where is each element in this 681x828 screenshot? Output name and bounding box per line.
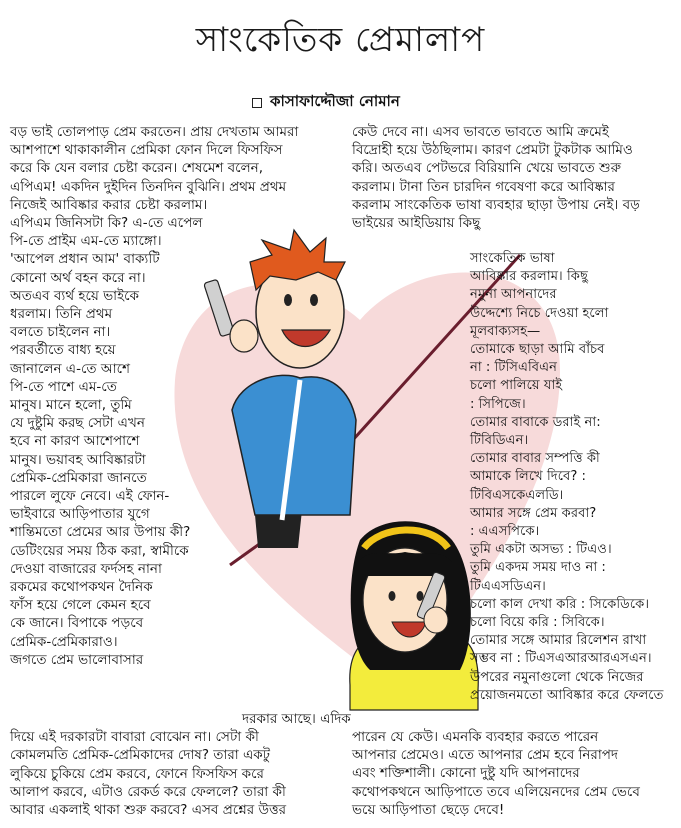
text-line: ভাইয়ের আইডিয়ায় কিছু: [352, 215, 481, 232]
text-line: ভয়ে আড়িপাতা ছেড়ে দেবে!: [352, 801, 505, 818]
text-line: প্রেমিক-প্রেমিকারাও।: [10, 633, 118, 650]
left-column-text: [10, 123, 298, 669]
text-line: অতএব ব্যর্থ হয়ে ভাইকে: [10, 287, 139, 304]
text-line: আপনার প্রেমেও। এতে আপনার প্রেম হবে নিরাপদ: [352, 747, 619, 764]
text-line: নমুনা আপনাদের: [470, 287, 557, 303]
page-title: সাংকেতিক প্রেমালাপ: [195, 20, 486, 60]
text-line: কথোপকথনে আড়িপাতে তবে এলিয়েনদের প্রেম ভেবে: [352, 783, 640, 800]
text-line: বলতে চাইলেন না।: [10, 324, 111, 341]
text-line: আমার সঙ্গে প্রেম করবা?: [470, 505, 597, 521]
text-line: তোমার বাবার সম্পত্তি কী: [470, 451, 600, 467]
text-line: মানুষ। মানে হলো, তুমি: [10, 397, 132, 414]
text-line: করলাম সাংকেতিক ভাষা ব্যবহার ছাড়া উপায় নেই। বড়: [352, 196, 640, 213]
text-line: না : টিসিএবিএন: [470, 360, 558, 376]
bottom-left-text: [10, 710, 351, 819]
text-line: বিদ্রোহী হয়ে উঠছিলাম। কারণ প্রেমটা টুকটাক আমিও: [352, 142, 633, 159]
text-line: টিবিডিএন।: [470, 433, 529, 449]
text-line: নিজেই আবিষ্কার করার চেষ্টা করলাম।: [10, 196, 208, 213]
text-line: আশপাশে থাকাকালীন প্রেমিকা ফোন দিলে ফিসফিস: [10, 142, 283, 159]
text-line: চলো পালিয়ে যাই: [470, 378, 563, 394]
text-line: করি। অতএব পেটভরে বিরিয়ানি খেয়ে ভাবতে শুরু: [352, 160, 622, 177]
text-line: আলাপ করবে, এটাও রেকর্ড করে ফেললে? তারা কী: [10, 783, 286, 800]
text-line: 'আপেল প্রধান আম' বাক্যটি: [10, 251, 160, 268]
text-line: কোমলমতি প্রেমিক-প্রেমিকাদের দোষ? তারা একটু: [10, 747, 271, 764]
text-line: শান্তিমতো প্রেমের আর উপায় কী?: [10, 524, 191, 541]
text-line: আবিষ্কার করলাম। কিছু: [470, 269, 588, 285]
text-line: লুকিয়ে চুকিয়ে প্রেম করবে, ফোনে ফিসফিস করে: [10, 765, 264, 782]
text-line: এবং শক্তিশালী। কোনো দুষ্টু যদি আপনাদের: [352, 765, 580, 782]
text-line: যে দুষ্টুমি করছ সেটা এখন: [10, 415, 145, 432]
text-line: পারলে লুফে নেবে। এই ফোন-: [10, 488, 170, 505]
text-line: উপরের নমুনাগুলো থেকে নিজের: [470, 669, 644, 685]
text-line: কেউ দেবে না। এসব ভাবতে ভাবতে আমি ক্রমেই: [352, 124, 609, 140]
text-line: দরকার আছে। এদিক: [242, 711, 351, 727]
text-line: প্রয়োজনমতো আবিষ্কার করে ফেলতে: [470, 687, 664, 703]
text-line: : এএসপিকে।: [470, 524, 540, 540]
text-line: মূলবাক্যসহ—: [470, 323, 541, 339]
text-line: দেওয়া বাজারের ফর্দসহ নানা: [10, 560, 162, 577]
text-line: পি-তে প্রাইম এম-তে ম্যাঙ্গো।: [10, 233, 162, 250]
text-line: প্রেমিক-প্রেমিকারা জানতে: [10, 469, 147, 486]
text-line: টিএএসডিএন।: [470, 578, 546, 594]
author-name: কাসাফাদ্দৌজা নোমান: [270, 92, 400, 110]
text-line: কে জানে। বিপাকে পড়বে: [10, 615, 144, 632]
text-line: হবে না কারণ আশেপাশে: [10, 433, 140, 450]
text-line: রকমের কথোপকথন দৈনিক: [10, 579, 153, 596]
text-line: পারেন যে কেউ। এমনকি ব্যবহার করতে পারেন: [352, 729, 599, 745]
text-line: ডেটিংয়ের সময় ঠিক করা, স্বামীকে: [10, 542, 189, 559]
text-line: জানালেন এ-তে আশে: [10, 360, 130, 377]
text-line: কোনো অর্থ বহন করে না।: [10, 269, 146, 286]
text-line: উদ্দেশ্যে নিচে দেওয়া হলো: [470, 305, 609, 321]
text-line: সাংকেতিক ভাষা: [470, 251, 555, 266]
text-line: করলাম। টানা তিন চারদিন গবেষণা করে আবিষ্কার: [352, 178, 615, 195]
text-line: পরবর্তীতে বাধ্য হয়ে: [10, 342, 116, 359]
text-line: ধরলাম। তিনি প্রথম: [10, 306, 113, 323]
text-line: তুমি একটা অসভ্য : টিএও।: [470, 542, 612, 558]
text-line: তোমাকে ছাড়া আমি বাঁচব: [470, 342, 605, 358]
text-line: তোমার বাবাকে ডরাই না:: [470, 414, 601, 430]
text-line: আবার একলাই থাকা শুরু করবে? এসব প্রশ্নের উত্তর: [10, 802, 287, 819]
text-line: ফাঁস হয়ে গেলে কেমন হবে: [10, 597, 151, 614]
text-line: আমাকে লিখে দিবে? :: [470, 469, 586, 485]
text-line: পি-তে পাশে এম-তে: [10, 378, 117, 395]
text-line: দিয়ে এই দরকারটা বাবারা বোঝেন না। সেটা কী: [10, 729, 259, 746]
text-line: করে কি যেন বলার চেষ্টা করেন। শেষমেশ বলেন,: [10, 160, 263, 177]
text-line: সম্ভব না : টিএসএআরআরএসএন।: [470, 651, 652, 667]
bottom-right-text: [352, 728, 640, 819]
text-line: মানুষ। ভয়াবহ আবিষ্কারটা: [10, 451, 146, 468]
text-line: : সিপিজে।: [470, 396, 526, 412]
text-line: টিবিএসকেএলডি।: [470, 487, 564, 503]
text-line: তোমার সঙ্গে আমার রিলেশন রাখা: [470, 633, 647, 649]
right-dialog-text: [470, 250, 664, 705]
text-line: জগতে প্রেম ভালোবাসার: [10, 651, 144, 668]
text-line: এপিএম! একদিন দুইদিন তিনদিন বুঝিনি। প্রথম প্রথম: [10, 178, 287, 195]
text-line: ভাইবারে আড়িপাতার যুগে: [10, 506, 150, 523]
text-line: বড় ভাই তোলপাড় প্রেম করতেন। প্রায় দেখতাম আমরা: [10, 124, 299, 140]
text-line: এপিএম জিনিসটা কি? এ-তে এপেল: [10, 215, 203, 232]
text-line: চলো বিয়ে করি : সিবিকে।: [470, 615, 605, 631]
text-line: চলো কাল দেখা করি : সিকেডিকে।: [470, 596, 650, 612]
text-line: তুমি একদম সময় দাও না :: [470, 560, 606, 576]
right-top-text: [352, 123, 640, 232]
